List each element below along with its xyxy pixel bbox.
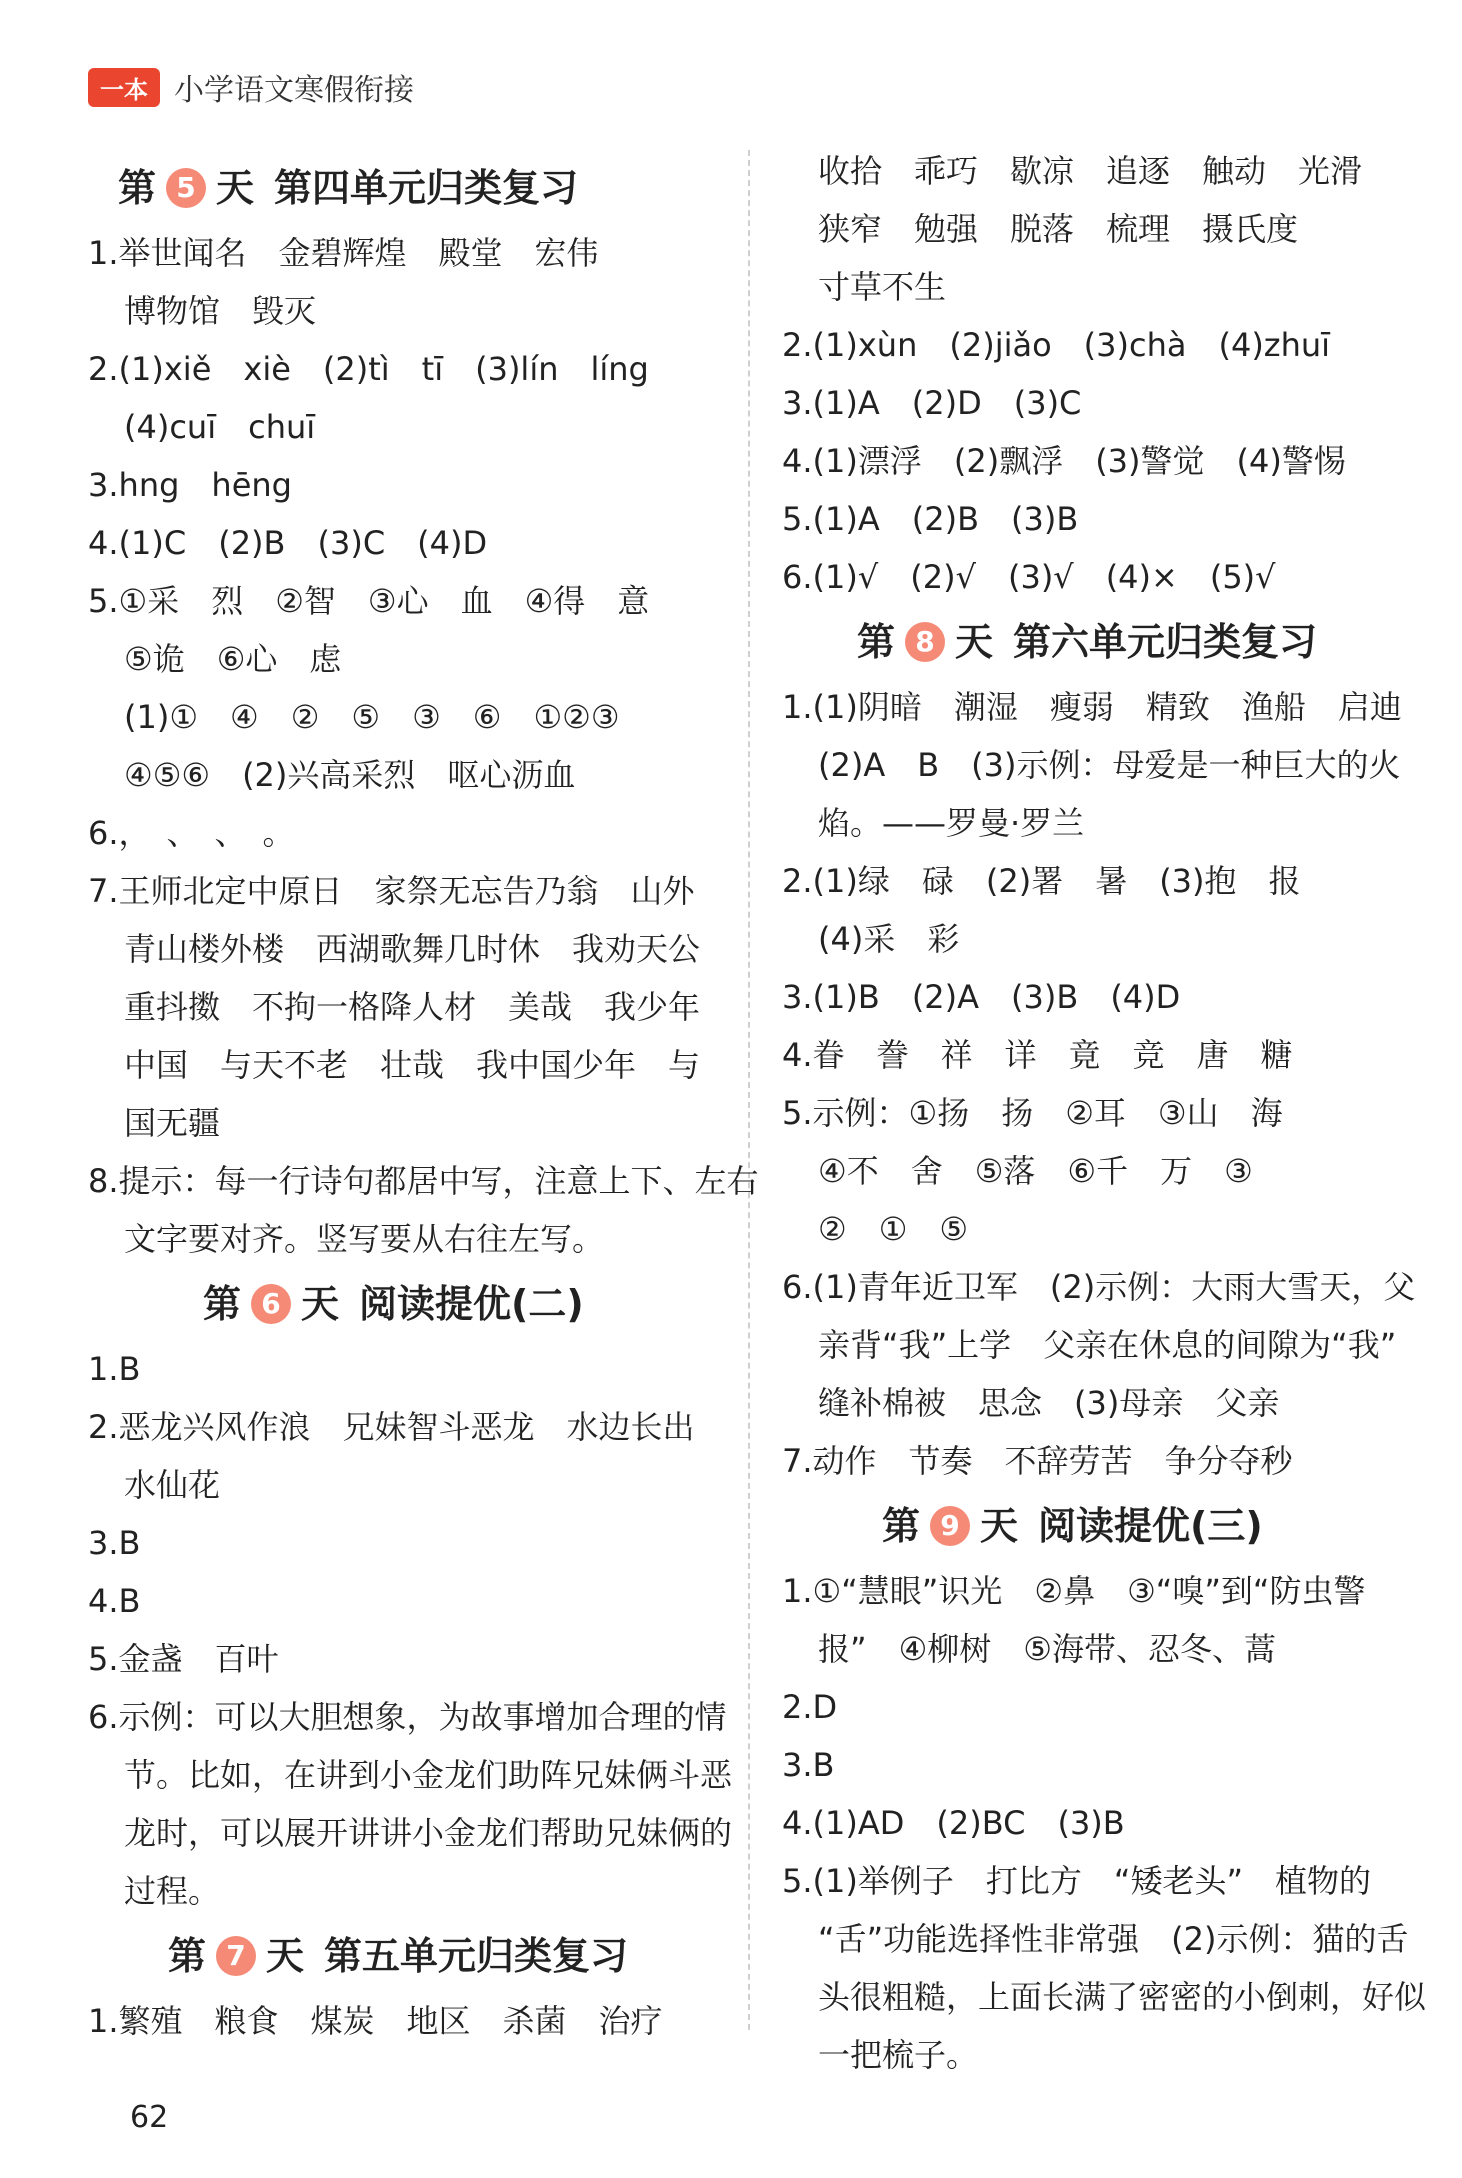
answer-line: 5.(1)举例子 打比方 “矮老头” 植物的 [782,1862,1372,1900]
answer-line: ④不 舍 ⑤落 ⑥千 万 ③ [818,1152,1253,1190]
day-number-badge: 6 [251,1284,291,1324]
section-title: 第五单元归类复习 [324,1934,629,1978]
answer-line: 6.(1)青年近卫军 (2)示例：大雨大雪天，父 [782,1268,1416,1306]
answer-line: 博物馆 毁灭 [124,292,317,330]
section-day-8: 第 8 天 第六单元归类复习 [857,620,1318,664]
answer-line: 报” ④柳树 ⑤海带、忍冬、蒿 [818,1630,1276,1668]
answer-line: 5.金盏 百叶 [88,1640,279,1678]
answer-line: “舌”功能选择性非常强 (2)示例：猫的舌 [818,1920,1409,1958]
answer-line: 6.(1)√ (2)√ (3)√ (4)× (5)√ [782,558,1276,596]
answer-line: 1.B [88,1350,141,1388]
answer-line: 4.(1)AD (2)BC (3)B [782,1804,1125,1842]
answer-line: 6.， 、 、 。 [88,814,295,852]
answer-line: 2.(1)xùn (2)jiǎo (3)chà (4)zhuī [782,326,1331,364]
answer-line: 收拾 乖巧 歇凉 追逐 触动 光滑 [818,152,1363,190]
section-day-6: 第 6 天 阅读提优(二) [203,1282,584,1326]
answer-line: 缝补棉被 思念 (3)母亲 父亲 [818,1384,1280,1422]
answer-line: 2.D [782,1688,838,1726]
answer-line: 国无疆 [124,1104,221,1142]
day-number-badge: 5 [166,168,206,208]
answer-line: 重抖擞 不拘一格降人材 美哉 我少年 [124,988,701,1026]
answer-line: ④⑤⑥ (2)兴高采烈 呕心沥血 [124,756,576,794]
page-header [88,62,414,112]
left-column [88,152,759,2050]
answer-line: 节。比如，在讲到小金龙们助阵兄妹俩斗恶 [124,1756,733,1794]
answer-line: 水仙花 [124,1466,221,1504]
answer-line: 4.眷 誊 祥 详 竟 竞 唐 糖 [782,1036,1293,1074]
brand-logo: 一本 [88,68,160,107]
answer-line: 2.(1)xiě xiè (2)tì tī (3)lín líng [88,350,649,388]
answer-line: 狭窄 勉强 脱落 梳理 摄氏度 [818,210,1299,248]
answer-line: 3.hng hēng [88,466,292,504]
answer-line: 2.恶龙兴风作浪 兄妹智斗恶龙 水边长出 [88,1408,695,1446]
answer-line: 焰。——罗曼·罗兰 [818,804,1085,842]
section-title: 第四单元归类复习 [274,166,579,210]
answer-line: 4.(1)漂浮 (2)飘浮 (3)警觉 (4)警惕 [782,442,1346,480]
answer-line: 过程。 [124,1872,221,1910]
answer-line: 3.(1)A (2)D (3)C [782,384,1082,422]
answer-line: (4)采 彩 [818,920,960,958]
day-number-badge: 8 [905,622,945,662]
answer-line: 5.①采 烈 ②智 ③心 血 ④得 意 [88,582,650,620]
answer-line: 4.B [88,1582,141,1620]
answer-line: 寸草不生 [818,268,947,306]
answer-line: 5.示例：①扬 扬 ②耳 ③山 海 [782,1094,1283,1132]
column-divider [748,150,750,2030]
answer-line: (4)cuī chuī [124,408,316,446]
answer-line: 3.B [88,1524,141,1562]
section-day-9: 第 9 天 阅读提优(三) [882,1504,1263,1548]
answer-line: 文字要对齐。竖写要从右往左写。 [124,1220,605,1258]
day-number-badge: 9 [930,1506,970,1546]
answer-line: 6.示例：可以大胆想象，为故事增加合理的情 [88,1698,727,1736]
day-number-badge: 7 [216,1936,256,1976]
answer-line: 头很粗糙，上面长满了密密的小倒刺，好似 [818,1978,1427,2016]
page-number: 62 [130,2100,169,2135]
answer-line: (1)① ④ ② ⑤ ③ ⑥ ①②③ [124,698,620,736]
answer-line: 7.王师北定中原日 家祭无忘告乃翁 山外 [88,872,695,910]
section-day-5: 第 5 天 第四单元归类复习 [118,166,579,210]
book-title: 小学语文寒假衔接 [174,73,414,108]
answer-line: 亲背“我”上学 父亲在休息的间隙为“我” [818,1326,1397,1364]
section-title: 阅读提优(二) [359,1282,584,1326]
answer-line: 1.举世闻名 金碧辉煌 殿堂 宏伟 [88,234,599,272]
answer-line: 5.(1)A (2)B (3)B [782,500,1079,538]
answer-line: 1.①“慧眼”识光 ②鼻 ③“嗅”到“防虫警 [782,1572,1366,1610]
answer-line: (2)A B (3)示例：母爱是一种巨大的火 [818,746,1401,784]
section-day-7: 第 7 天 第五单元归类复习 [168,1934,629,1978]
answer-line: ⑤诡 ⑥心 虑 [124,640,342,678]
answer-line: ② ① ⑤ [818,1210,969,1248]
answer-line: 3.(1)B (2)A (3)B (4)D [782,978,1181,1016]
answer-line: 7.动作 节奏 不辞劳苦 争分夺秒 [782,1442,1293,1480]
answer-line: 1.(1)阴暗 潮湿 瘦弱 精致 渔船 启迪 [782,688,1402,726]
right-column [782,142,1427,2084]
answer-line: 4.(1)C (2)B (3)C (4)D [88,524,488,562]
answer-line: 青山楼外楼 西湖歌舞几时休 我劝天公 [124,930,701,968]
answer-line: 1.繁殖 粮食 煤炭 地区 杀菌 治疗 [88,2002,663,2040]
answer-line: 中国 与天不老 壮哉 我中国少年 与 [124,1046,701,1084]
answer-line: 2.(1)绿 碌 (2)署 暑 (3)抱 报 [782,862,1301,900]
answer-line: 8.提示：每一行诗句都居中写，注意上下、左右 [88,1162,759,1200]
answer-line: 龙时，可以展开讲讲小金龙们帮助兄妹俩的 [124,1814,733,1852]
answer-line: 一把梳子。 [818,2036,979,2074]
section-title: 第六单元归类复习 [1013,620,1318,664]
answer-line: 3.B [782,1746,835,1784]
section-title: 阅读提优(三) [1038,1504,1263,1548]
